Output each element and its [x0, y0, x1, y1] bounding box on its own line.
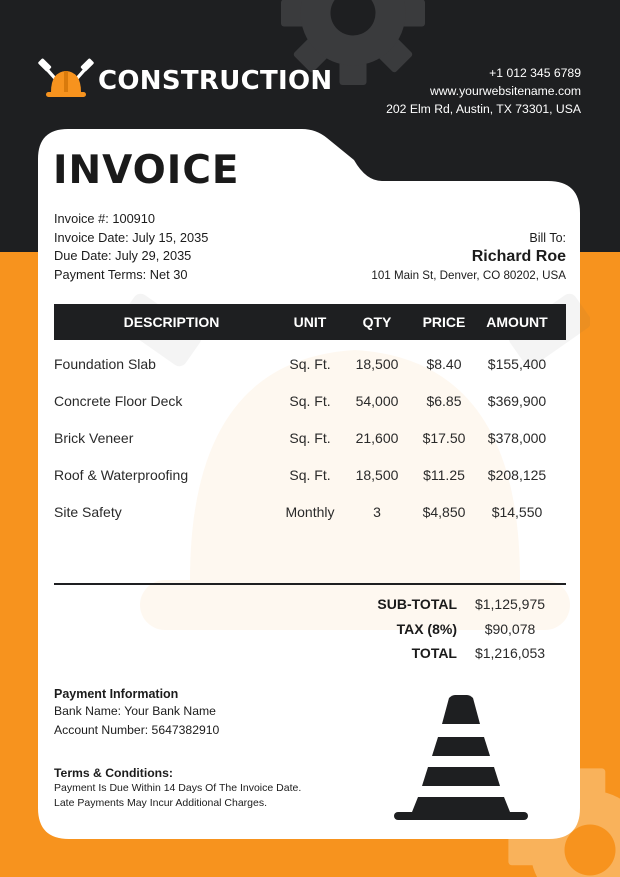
terms-heading: Terms & Conditions:	[54, 766, 173, 780]
payment-bank: Bank Name: Your Bank Name	[54, 704, 216, 718]
cell-qty: 3	[373, 504, 381, 520]
header-description: DESCRIPTION	[123, 314, 220, 330]
cell-price: $11.25	[423, 467, 465, 483]
table-row	[54, 383, 566, 419]
bill-to-address: 101 Main St, Denver, CO 80202, USA	[371, 269, 566, 282]
company-name: CONSTRUCTION	[98, 66, 333, 96]
cell-unit: Sq. Ft.	[289, 356, 331, 372]
traffic-cone-icon	[394, 694, 528, 822]
company-phone: +1 012 345 6789	[489, 66, 581, 80]
cell-amount: $369,900	[487, 393, 547, 409]
totals-block	[360, 596, 570, 670]
invoice-payment-terms: Payment Terms: Net 30	[54, 266, 188, 282]
cell-price: $17.50	[422, 430, 466, 446]
bill-to-name: Richard Roe	[471, 248, 566, 265]
total-row	[360, 645, 570, 670]
cell-amount: $378,000	[487, 430, 547, 446]
table-header	[54, 304, 566, 340]
payment-info	[54, 686, 219, 740]
subtotal-value: $1,125,975	[474, 596, 546, 612]
cell-price: $6.85	[426, 393, 462, 409]
header-price: PRICE	[422, 314, 466, 330]
cell-qty: 54,000	[355, 393, 399, 409]
total-value: $1,216,053	[474, 645, 546, 661]
invoice-meta	[54, 210, 208, 284]
table-row	[54, 457, 566, 493]
cell-qty: 18,500	[355, 467, 399, 483]
cell-amount: $155,400	[487, 356, 547, 372]
bill-to-label: Bill To:	[529, 231, 566, 245]
payment-account: Account Number: 5647382910	[54, 723, 220, 737]
tax-value: $90,078	[484, 620, 536, 637]
tax-label: TAX (8%)	[396, 620, 457, 637]
header-unit: UNIT	[293, 314, 327, 330]
subtotal-row	[360, 596, 570, 621]
terms-line-2: Late Payments May Incur Additional Charges.	[54, 796, 268, 809]
invoice-due-date: Due Date: July 29, 2035	[54, 248, 192, 263]
invoice-date: Invoice Date: July 15, 2035	[54, 229, 209, 245]
cell-amount: $208,125	[487, 467, 547, 483]
payment-heading: Payment Information	[54, 687, 179, 701]
table-row	[54, 346, 566, 382]
terms-conditions	[54, 765, 301, 810]
table-row	[54, 420, 566, 456]
subtotal-label: SUB-TOTAL	[377, 596, 457, 612]
company-address: 202 Elm Rd, Austin, TX 73301, USA	[386, 102, 581, 116]
company-website: www.yourwebsitename.com	[429, 84, 581, 98]
cell-amount: $14,550	[491, 504, 543, 520]
cell-unit: Sq. Ft.	[289, 430, 331, 446]
invoice-number: Invoice #: 100910	[54, 211, 156, 226]
cell-description: Site Safety	[54, 504, 122, 520]
invoice-title: INVOICE	[53, 148, 240, 193]
cell-price: $4,850	[422, 504, 466, 520]
cell-qty: 18,500	[355, 356, 399, 372]
bill-to	[371, 230, 566, 284]
tax-row	[360, 621, 570, 646]
cell-qty: 21,600	[355, 430, 399, 446]
header-qty: QTY	[362, 314, 392, 330]
total-label: TOTAL	[411, 645, 457, 661]
cell-unit: Monthly	[285, 504, 335, 520]
cell-unit: Sq. Ft.	[289, 393, 331, 409]
header-amount: AMOUNT	[486, 314, 548, 330]
terms-line-1: Payment Is Due Within 14 Days Of The Invoice Date.	[54, 782, 302, 794]
table-row	[54, 494, 566, 530]
cell-description: Brick Veneer	[54, 430, 134, 446]
cell-description: Concrete Floor Deck	[54, 393, 183, 409]
cell-description: Foundation Slab	[54, 356, 156, 372]
totals-divider	[54, 583, 566, 585]
cell-unit: Sq. Ft.	[289, 467, 331, 483]
cell-price: $8.40	[426, 356, 462, 372]
cell-description: Roof & Waterproofing	[54, 467, 189, 483]
